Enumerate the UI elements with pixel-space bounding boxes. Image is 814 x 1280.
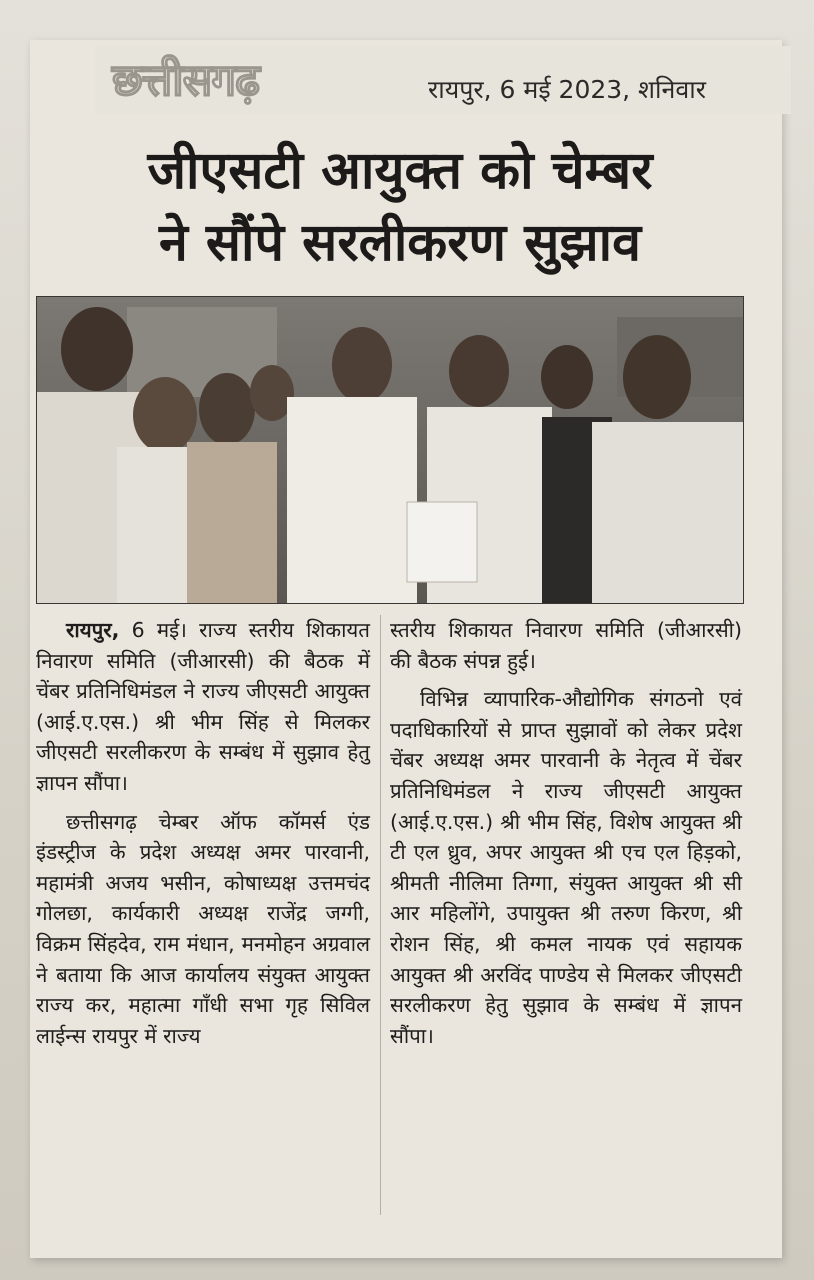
headline-line-1: जीएसटी आयुक्त को चेम्बर — [147, 141, 653, 201]
article-paragraph — [36, 615, 370, 799]
article-dateline: रायपुर, — [66, 618, 120, 642]
section-name: छत्तीसगढ़ — [112, 55, 259, 106]
article-paragraph-text: 6 मई। राज्य स्तरीय शिकायत निवारण समिति (जीआरसी) की बैठक में चेंबर प्रतिनिधिमंडल ने राज्य जीएसटी आयुक्त (आई.ए.एस.) श्री भीम सिंह से मिलकर जीएसटी सरलीकरण के सम्बंध में सुझाव हेतु ज्ञापन सौंपा। — [36, 618, 370, 795]
news-photo — [36, 296, 744, 604]
document-handover — [407, 502, 477, 582]
group-photo-illustration — [37, 297, 743, 603]
article-paragraph: छत्तीसगढ़ चेम्बर ऑफ कॉमर्स एंड इंडस्ट्रीज के प्रदेश अध्यक्ष अमर पारवानी, महामंत्री अजय भसीन, कोषाध्यक्ष उत्तमचंद गोलछा, कार्यकारी अध्यक्ष राजेंद्र जग्गी, विक्रम सिंहदेव, राम मंधान, मनमोहन अग्रवाल ने बताया कि आज कार्यालय संयुक्त आयुक्त राज्य कर, महात्मा गाँधी सभा गृह सिविल लाईन्स रायपुर में राज्य — [36, 809, 370, 1048]
edition-dateline: रायपुर, 6 मई 2023, शनिवार — [428, 75, 707, 104]
column-divider — [380, 615, 381, 1215]
headline-line-2: ने सौंपे सरलीकरण सुझाव — [158, 213, 642, 273]
article-column-right — [390, 615, 742, 1051]
article-column-left — [36, 615, 370, 1051]
headline — [55, 135, 745, 279]
article-paragraph: स्तरीय शिकायत निवारण समिति (जीआरसी) की बैठक संपन्न हुई। — [390, 618, 742, 673]
article-paragraph: विभिन्न व्यापारिक-औद्योगिक संगठनो एवं पदाधिकारियों से प्राप्त सुझावों को लेकर प्रदेश चेंबर अध्यक्ष अमर पारवानी के नेतृत्व में चेंबर प्रतिनिधिमंडल ने राज्य जीएसटी आयुक्त (आई.ए.एस.) श्री भीम सिंह, विशेष आयुक्त श्री टी एल ध्रुव, अपर आयुक्त श्री एच एल हिड़को, श्रीमती नीलिमा तिग्गा, संयुक्त आयुक्त श्री सी आर महिलोंगे, उपायुक्त श्री तरुण किरण, श्री रोशन सिंह, श्री कमल नायक एवं सहायक आयुक्त श्री अरविंद पाण्डेय से मिलकर जीएसटी सरलीकरण हेतु सुझाव के सम्बंध में ज्ञापन सौंपा। — [390, 687, 742, 1048]
